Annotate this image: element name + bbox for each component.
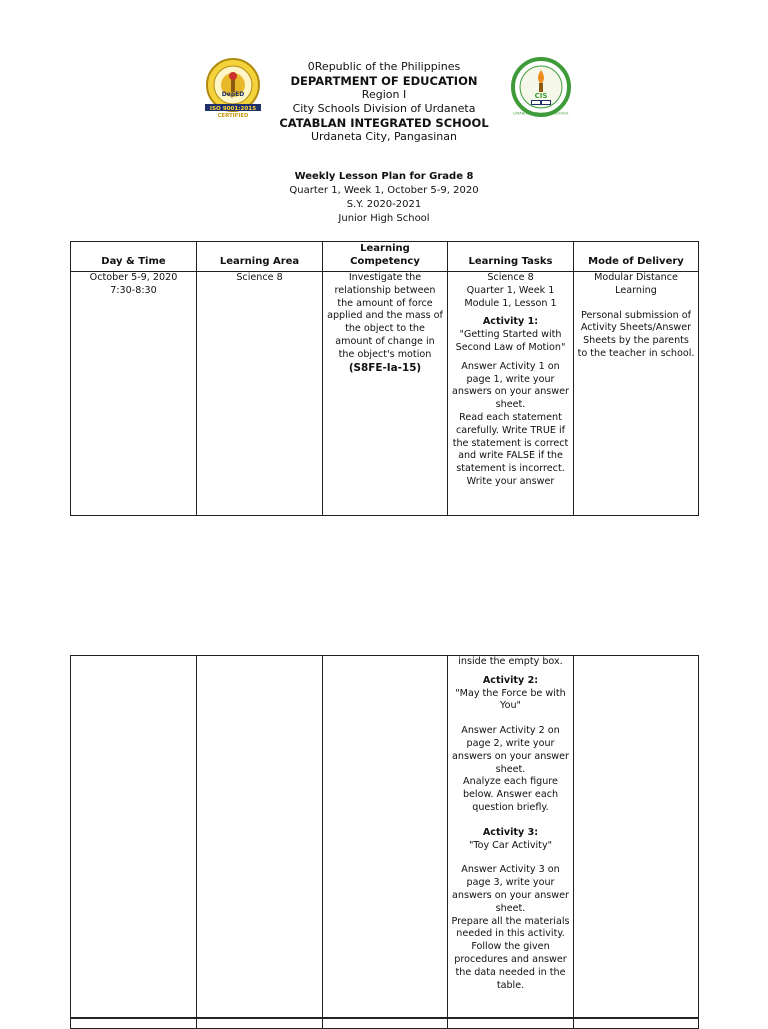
competency-line: amount of change in xyxy=(335,335,435,347)
activity2-text-line: below. Answer each xyxy=(462,789,559,801)
activity2-text-line: answers on your answer xyxy=(452,750,569,762)
plan-school-year: S.Y. 2020-2021 xyxy=(346,199,422,210)
competency-line: the amount of force xyxy=(337,297,433,309)
activity1-text-line: statement is incorrect. xyxy=(456,463,565,475)
header-competency-line1: Learning xyxy=(360,243,410,255)
letterhead-address: Urdaneta City, Pangasinan xyxy=(311,130,457,143)
competency-code: (S8FE-Ia-15) xyxy=(348,361,422,374)
activity3-text-line: Follow the given xyxy=(471,941,550,953)
activity1-name-line: Second Law of Motion" xyxy=(455,341,566,353)
cell-learning-tasks xyxy=(448,272,574,516)
letterhead-division: City Schools Division of Urdaneta xyxy=(292,102,476,115)
lesson-plan-table-continued xyxy=(70,655,699,1018)
cell-day-time xyxy=(71,272,197,516)
header-mode-of-delivery: Mode of Delivery xyxy=(574,242,699,272)
day-text: October 5-9, 2020 xyxy=(89,272,178,283)
activity3-text-line: needed in this activity. xyxy=(456,928,565,940)
activity1-text-line: Write your answer xyxy=(466,475,555,487)
cell-day-time xyxy=(71,656,197,1018)
cell-mode-of-delivery xyxy=(574,272,699,516)
plan-title: Weekly Lesson Plan for Grade 8 xyxy=(294,171,474,182)
activity2-text-line: Answer Activity 2 on xyxy=(461,725,560,737)
lesson-plan-table xyxy=(70,241,699,516)
table-header-row xyxy=(71,242,699,272)
tasks-intro-line: Module 1, Lesson 1 xyxy=(464,297,557,309)
activity2-text-line: question briefly. xyxy=(472,801,549,813)
activity3-text-line: page 3, write your xyxy=(466,877,555,889)
activity2-text-line: Analyze each figure xyxy=(463,776,558,788)
header-learning-competency xyxy=(323,242,448,272)
activity3-text-line: table. xyxy=(496,979,525,991)
activity3-text-line: answers on your answer xyxy=(452,889,569,901)
plan-heading xyxy=(200,170,568,226)
activity1-text-line: Read each statement xyxy=(459,411,562,423)
activity3-text-line: Answer Activity 3 on xyxy=(461,864,560,876)
delivery-line: to the teacher in school. xyxy=(577,347,695,359)
activity3-text-line: sheet. xyxy=(495,902,526,914)
activity3-title: Activity 3: xyxy=(482,826,539,838)
delivery-line: Modular Distance xyxy=(594,272,678,283)
letterhead-republic: 0Republic of the Philippines xyxy=(307,60,461,73)
cell-competency xyxy=(323,656,448,1018)
school-seal-ring-text: CATABLAN INTEGRATED SCHOOL xyxy=(513,111,569,116)
activity1-text-line: sheet. xyxy=(495,399,526,411)
delivery-line: Sheets by the parents xyxy=(583,335,689,347)
iso-certified-label: CERTIFIED xyxy=(217,113,249,118)
competency-line: the object to the xyxy=(345,323,425,335)
competency-line: the object's motion xyxy=(338,348,432,360)
activity1-text-line: answers on your answer xyxy=(452,386,569,398)
activity1-text-continued: inside the empty box. xyxy=(458,656,563,667)
activity1-name-line: "Getting Started with xyxy=(459,329,562,341)
activity2-text-line: sheet. xyxy=(495,763,526,775)
iso-label: ISO 9001:2015 xyxy=(209,106,257,112)
competency-line: applied and the mass of xyxy=(327,310,443,322)
activity2-name-line: "May the Force be with xyxy=(455,687,566,699)
delivery-line: Learning xyxy=(615,284,657,296)
activity1-text-line: carefully. Write TRUE if xyxy=(455,424,566,436)
time-text: 7:30-8:30 xyxy=(110,284,157,296)
letterhead-school: CATABLAN INTEGRATED SCHOOL xyxy=(279,116,489,130)
activity1-text-line: page 1, write your xyxy=(466,373,555,385)
tasks-intro-line: Science 8 xyxy=(487,272,534,283)
activity3-text-line: procedures and answer xyxy=(454,953,567,965)
activity2-text-line: page 2, write your xyxy=(466,737,555,749)
plan-level: Junior High School xyxy=(338,213,430,224)
cell-learning-tasks xyxy=(448,656,574,1018)
cell-learning-area xyxy=(197,272,323,516)
delivery-line: Personal submission of xyxy=(581,309,691,321)
letterhead xyxy=(240,60,528,144)
plan-quarter: Quarter 1, Week 1, October 5-9, 2020 xyxy=(289,185,479,196)
activity2-title: Activity 2: xyxy=(482,674,539,686)
activity3-text-line: the data needed in the xyxy=(455,966,566,978)
header-learning-tasks: Learning Tasks xyxy=(448,242,574,272)
activity1-text-line: Answer Activity 1 on xyxy=(461,360,560,372)
area-text: Science 8 xyxy=(236,272,283,283)
tasks-intro-line: Quarter 1, Week 1 xyxy=(466,284,555,296)
table-row xyxy=(71,272,699,516)
competency-line: Investigate the xyxy=(348,272,422,283)
activity3-text-line: Prepare all the materials xyxy=(451,915,570,927)
activity3-name: "Toy Car Activity" xyxy=(468,839,553,851)
header-day-time: Day & Time xyxy=(71,242,197,272)
school-seal-badge: CIS xyxy=(534,92,548,100)
table-row xyxy=(71,656,699,1018)
letterhead-region: Region I xyxy=(361,88,407,101)
activity1-text-line: and write FALSE if the xyxy=(458,450,563,462)
seal-badge-text: DepED xyxy=(221,91,245,98)
delivery-line: Activity Sheets/Answer xyxy=(580,322,692,334)
cell-competency xyxy=(323,272,448,516)
cell-mode-of-delivery xyxy=(574,656,699,1018)
activity1-title: Activity 1: xyxy=(482,316,539,328)
activity1-text-line: the statement is correct xyxy=(452,437,569,449)
cell-learning-area xyxy=(197,656,323,1018)
header-learning-area: Learning Area xyxy=(197,242,323,272)
header-competency-line2: Competency xyxy=(350,256,420,268)
competency-line: relationship between xyxy=(334,284,436,296)
letterhead-department: DEPARTMENT OF EDUCATION xyxy=(290,74,478,88)
activity2-name-line: You" xyxy=(500,700,521,712)
